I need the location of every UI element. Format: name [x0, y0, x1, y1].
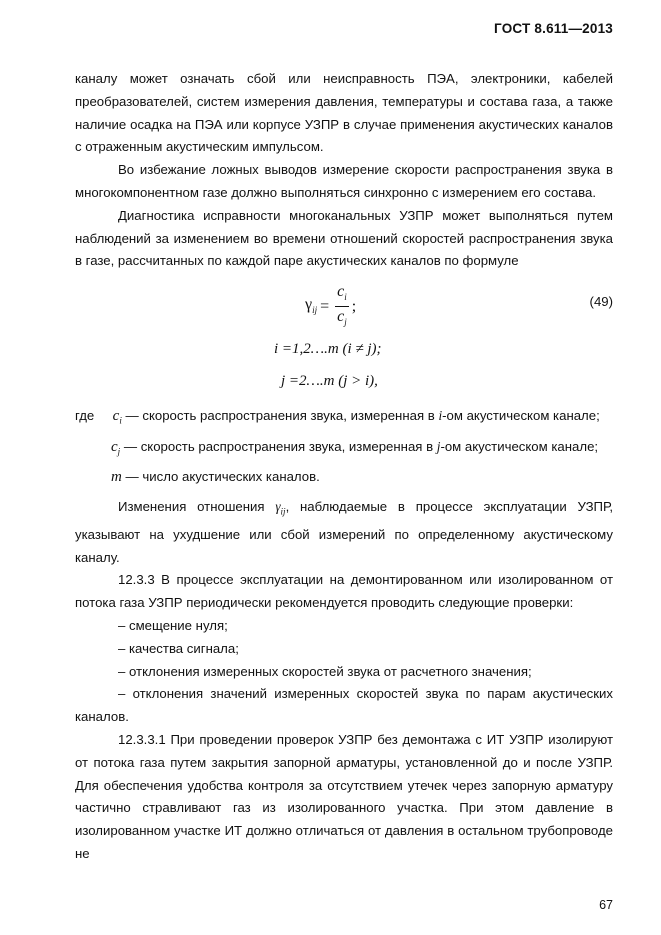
where-label: где: [75, 408, 95, 424]
paragraph: Диагностика исправности многоканальных УЗПР может выполняться путем наблюдений за изменением во времени отношений скоростей распространения звука в газе, рассчитанных по каждой паре акустических каналов по формуле: [75, 207, 613, 269]
list-item: – отклонения значений измеренных скоростей звука по парам акустических каналов.: [75, 686, 613, 725]
formula-expression: $\gamma_{ij}$ = $\frac{c_i}{c_j}$ ;: [305, 283, 356, 332]
paragraph: Во избежание ложных выводов измерение скорости распространения звука в многокомпонентном газе должно выполняться синхронно с измерением его состава.: [75, 162, 613, 200]
legend-text: -ом акустическом канале;: [440, 438, 599, 454]
range-j: j =2….m (j > i),: [281, 373, 378, 390]
paragraph: 12.3.3.1 При проведении проверок УЗПР без демонтажа с ИТ УЗПР изолируют от потока газа путем закрытия запорной арматуры, установленной до и после УЗПР. Для обеспечения удобства контроля за отсутствием утечек через запорную арматуру частично стравливают газ из изолированного участка. При этом давление в изолированном участке ИТ должно отличаться от давления в остальном трубопроводе не: [75, 732, 613, 862]
gamma-subscript: ij: [312, 305, 318, 316]
legend-symbol: c: [112, 408, 120, 425]
legend-var: j: [436, 438, 441, 454]
page-number: 67: [599, 898, 613, 912]
paragraph: 12.3.3 В процессе эксплуатации на демонтированном или изолированном от потока газа УЗПР периодически рекомендуется проводить следующие проверки:: [75, 572, 613, 611]
paragraph: [75, 496, 613, 569]
legend-row-cj: [75, 434, 613, 465]
numerator: c: [337, 283, 345, 301]
legend-symbol: c: [111, 438, 118, 455]
document-body: [75, 68, 613, 866]
document-header: ГОСТ 8.611—2013: [494, 21, 613, 36]
gamma-symbol: γ: [275, 499, 281, 515]
paragraph: каналу может означать сбой или неисправность ПЭА, электроники, кабелей преобразователей, систем измерения давления, температуры и состава газа, а также наличие осадка на ПЭА или корпусе УЗПР в случае применения акустических каналов с отраженным акустическим импульсом.: [75, 71, 613, 155]
fraction: [335, 283, 349, 332]
legend-text: — скорость распространения звука, измеренная в: [120, 438, 437, 454]
list-item: – качества сигнала;: [118, 640, 239, 656]
legend-symbol: m: [111, 469, 122, 486]
legend-var: i: [438, 408, 443, 424]
legend-text: — число акустических каналов.: [121, 469, 320, 485]
list-item: – смещение нуля;: [118, 618, 228, 634]
legend-row-m: [75, 464, 613, 490]
text-run: , наблюдаемые в процессе эксплуатации УЗПР, указывают на ухудшение или сбой измерений по определенному акустическому каналу.: [75, 499, 613, 565]
legend-symbol-sub: j: [117, 446, 121, 457]
legend-row-ci: [75, 403, 613, 434]
formula-49: [75, 277, 613, 327]
text-run: Изменения отношения: [118, 499, 276, 515]
gamma-symbol: γ: [305, 295, 313, 313]
numerator-subscript: i: [344, 292, 347, 303]
legend-text: -ом акустическом канале;: [442, 408, 600, 424]
legend-symbol-sub: i: [119, 415, 122, 426]
denominator: c: [337, 308, 345, 326]
equation-number: (49): [589, 294, 613, 310]
list-item: – отклонения измеренных скоростей звука от расчетного значения;: [118, 663, 532, 679]
formula-tail: ;: [351, 298, 357, 316]
denominator-subscript: j: [344, 317, 347, 328]
gamma-subscript: ij: [280, 507, 286, 518]
legend: [75, 403, 613, 490]
legend-text: — скорость распространения звука, измеренная в: [121, 408, 439, 424]
range-i: i =1,2….m (i ≠ j);: [274, 341, 382, 358]
